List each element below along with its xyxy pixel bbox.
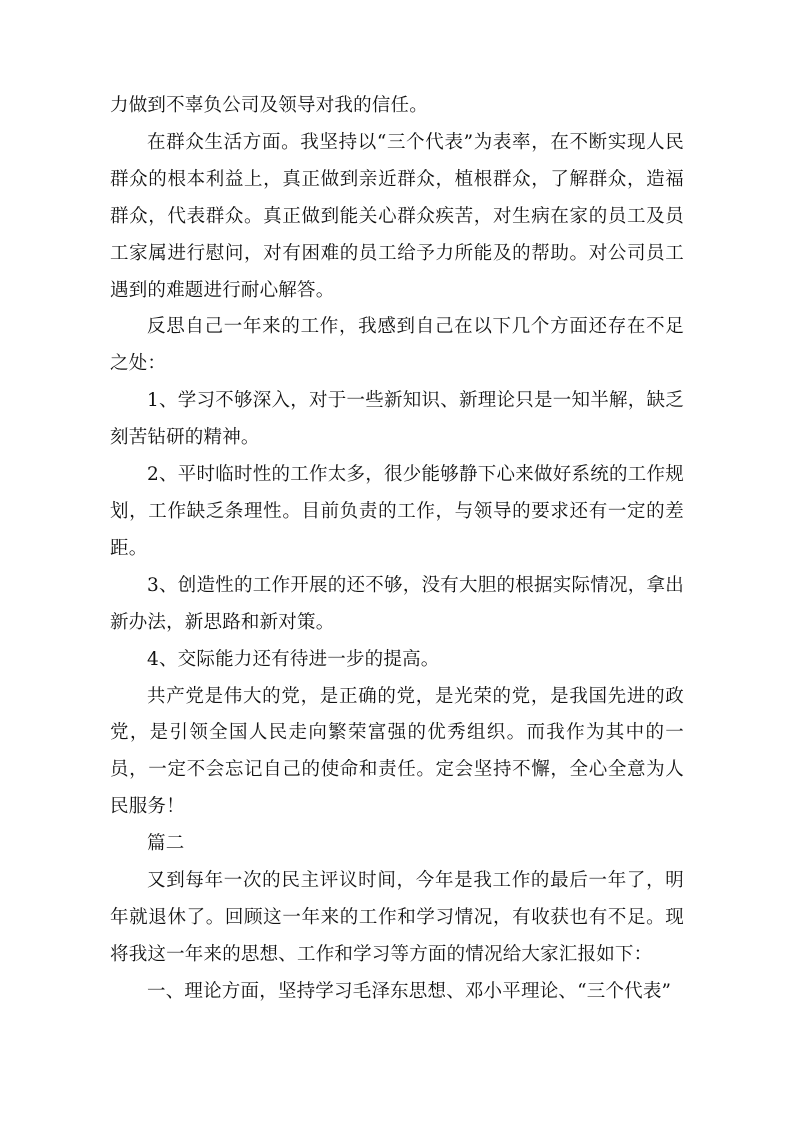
- list-item-3: 3、创造性的工作开展的还不够，没有大胆的根据实际情况，拿出新办法，新思路和新对策。: [110, 574, 684, 633]
- document-body: [110, 88, 684, 1011]
- paragraph-review: 又到每年一次的民主评议时间，今年是我工作的最后一年了，明年就退休了。回顾这一年来的工作和学习情况，有收获也有不足。现将我这一年来的思想、工作和学习等方面的情况给大家汇报如下：: [110, 870, 684, 965]
- section-heading: 篇二: [147, 833, 185, 855]
- list-item-1: 1、学习不够深入，对于一些新知识、新理论只是一知半解，缺乏刻苦钻研的精神。: [110, 390, 684, 449]
- paragraph-party: 共产党是伟大的党，是正确的党，是光荣的党，是我国先进的政党，是引领全国人民走向繁荣富强的优秀组织。而我作为其中的一员，一定不会忘记自己的使命和责任。定会坚持不懈，全心全意为人民服务！: [110, 685, 684, 818]
- paragraph-mass-life: 在群众生活方面。我坚持以“三个代表”为表率，在不断实现人民群众的根本利益上，真正做到亲近群众，植根群众，了解群众，造福群众，代表群众。真正做到能关心群众疾苦，对生病在家的员工及员工家属进行慰问，对有困难的员工给予力所能及的帮助。对公司员工遇到的难题进行耐心解答。: [110, 131, 684, 301]
- paragraph-continuation: 力做到不辜负公司及领导对我的信任。: [110, 95, 428, 116]
- paragraph-reflection: 反思自己一年来的工作，我感到自己在以下几个方面还存在不足之处：: [110, 316, 684, 375]
- list-item-4: 4、交际能力还有待进一步的提高。: [147, 648, 440, 670]
- list-item-2: 2、平时临时性的工作太多，很少能够静下心来做好系统的工作规划，工作缺乏条理性。目前负责的工作，与领导的要求还有一定的差距。: [110, 464, 684, 559]
- paragraph-theory: 一、理论方面，坚持学习毛泽东思想、邓小平理论、“三个代表”: [147, 980, 672, 1002]
